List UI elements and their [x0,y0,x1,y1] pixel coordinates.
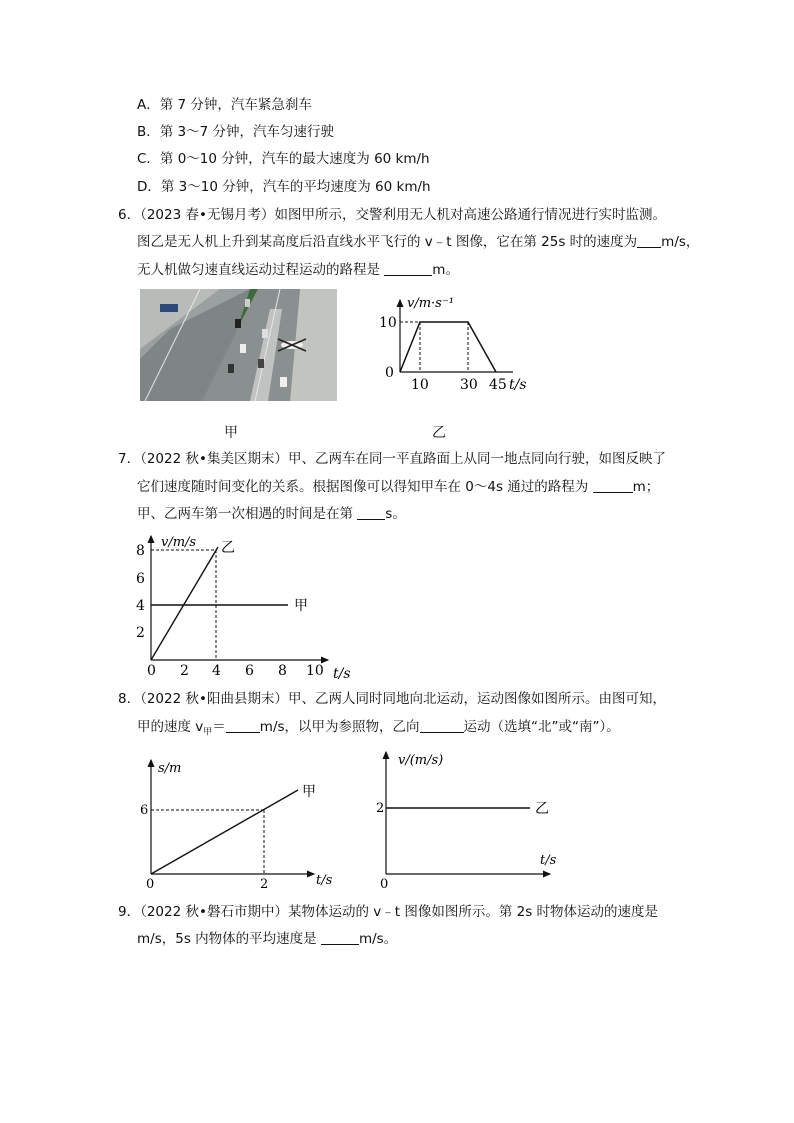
q8-line2 [137,718,620,742]
q7-xtick-2: 2 [180,663,189,679]
q6-velocity-line [400,322,496,372]
q8a-ylabel: s/m [158,761,182,776]
q7-blank-distance[interactable] [593,478,633,493]
q9-line1: 9．（2022 秋•磐石市期中）某物体运动的 v﹣t 图像如图所示。第 2s 时物体运动的速度是 [118,904,659,920]
q7-xlabel: t/s [333,666,351,680]
q7-line1: 7．（2022 秋•集美区期末）甲、乙两车在同一平直路面上从同一地点同向行驶，如图反映了 [118,451,666,467]
q7-xtick-10: 10 [306,663,324,679]
q6-xlabel: t/s [509,377,527,393]
q6-line3-text: 无人机做匀速直线运动过程运动的路程是 [137,262,380,278]
q8a-xtick-2: 2 [260,877,269,892]
caption-jia: 甲 [224,425,238,441]
q7-label-jia: 甲 [294,598,308,614]
q8-vt-chart [370,746,570,892]
option-a: A．第 7 分钟，汽车紧急刹车 [137,97,312,113]
q7-line-yi [151,547,218,660]
q8b-ylabel: v/(m/s) [398,753,444,768]
q8a-line-jia [151,790,298,874]
option-d: D．第 3～10 分钟，汽车的平均速度为 60 km/h [137,179,431,195]
q6-xtick-45: 45 [489,377,507,393]
q7-blank-time[interactable] [357,505,385,520]
q7-line3-unit: s。 [385,506,406,522]
q7-xtick-0: 0 [147,663,156,679]
q7-ytick-4: 4 [136,598,145,614]
q6-xtick-10: 10 [411,377,429,393]
q8-line2-end: 运动（选填“北”或“南”）。 [463,719,620,735]
q6-line3 [137,261,459,279]
q8a-ytick-6: 6 [140,803,149,818]
q7-xtick-8: 8 [278,663,287,679]
q8b-xlabel: t/s [540,853,557,868]
caption-yi: 乙 [432,425,446,441]
q7-ytick-8: 8 [136,543,145,559]
q6-ylabel: v/m·s⁻¹ [407,296,454,311]
q9-line2 [137,930,397,948]
q7-line3 [137,505,406,523]
q8a-origin: 0 [146,877,155,892]
q8-line2-text: 甲的速度 v [137,719,204,735]
q9-blank-avg-speed[interactable] [321,930,359,945]
q6-origin: 0 [385,365,394,381]
q8-line1: 8．（2022 秋•阳曲县期末）甲、乙两人同时同地向北运动，运动图像如图所示。由图可知， [118,691,666,707]
q8b-origin: 0 [380,877,389,892]
q8-blank-speed[interactable] [226,718,260,733]
q6-line2 [137,233,699,251]
q8-line2-mid: m/s，以甲为参照物，乙向 [259,719,420,735]
q6-line2-unit: m/s， [661,234,700,250]
q7-line2-text: 它们速度随时间变化的关系。根据图像可以得知甲车在 0～4s 通过的路程为 [137,479,589,495]
q6-xtick-30: 30 [460,377,478,393]
q6-line3-unit: m。 [432,262,459,278]
q7-xtick-4: 4 [212,663,221,679]
q6-line1: 6．（2023 春•无锡月考）如图甲所示，交警利用无人机对高速公路通行情况进行实时监测。 [118,207,666,223]
q6-ytick-10: 10 [379,315,397,331]
q6-line2-text: 图乙是无人机上升到某高度后沿直线水平飞行的 v﹣t 图像，它在第 25s 时的速度为 [137,234,638,250]
q8-sub-jia: 甲 [203,727,213,738]
q7-ytick-6: 6 [136,571,145,587]
q7-vt-chart [128,532,358,680]
option-c: C．第 0～10 分钟，汽车的最大速度为 60 km/h [137,151,430,167]
highway-drone-photo [140,289,337,401]
q8-line2-eq: ＝ [212,719,226,735]
option-b: B．第 3～7 分钟，汽车匀速行驶 [137,124,335,140]
q8-blank-direction[interactable] [420,718,464,733]
q8a-xlabel: t/s [316,873,333,888]
q7-line3-text: 甲、乙两车第一次相遇的时间是在第 [137,506,353,522]
q8-st-chart [136,752,336,892]
q8a-label-jia: 甲 [302,784,316,800]
q7-label-yi: 乙 [221,540,235,556]
q7-ylabel: v/m/s [161,535,197,550]
q8b-ytick-2: 2 [376,801,385,816]
q9-line2-unit: m/s。 [358,931,398,947]
q6-blank-speed[interactable] [637,233,661,248]
q7-ytick-2: 2 [136,625,145,641]
q9-line2-text: m/s，5s 内物体的平均速度是 [137,931,317,947]
q7-xtick-6: 6 [245,663,254,679]
q7-line2 [137,478,659,496]
q8b-label-yi: 乙 [535,801,549,817]
q6-vt-chart [365,290,550,395]
q6-blank-distance[interactable] [384,261,432,276]
q7-line2-unit: m； [632,479,660,495]
